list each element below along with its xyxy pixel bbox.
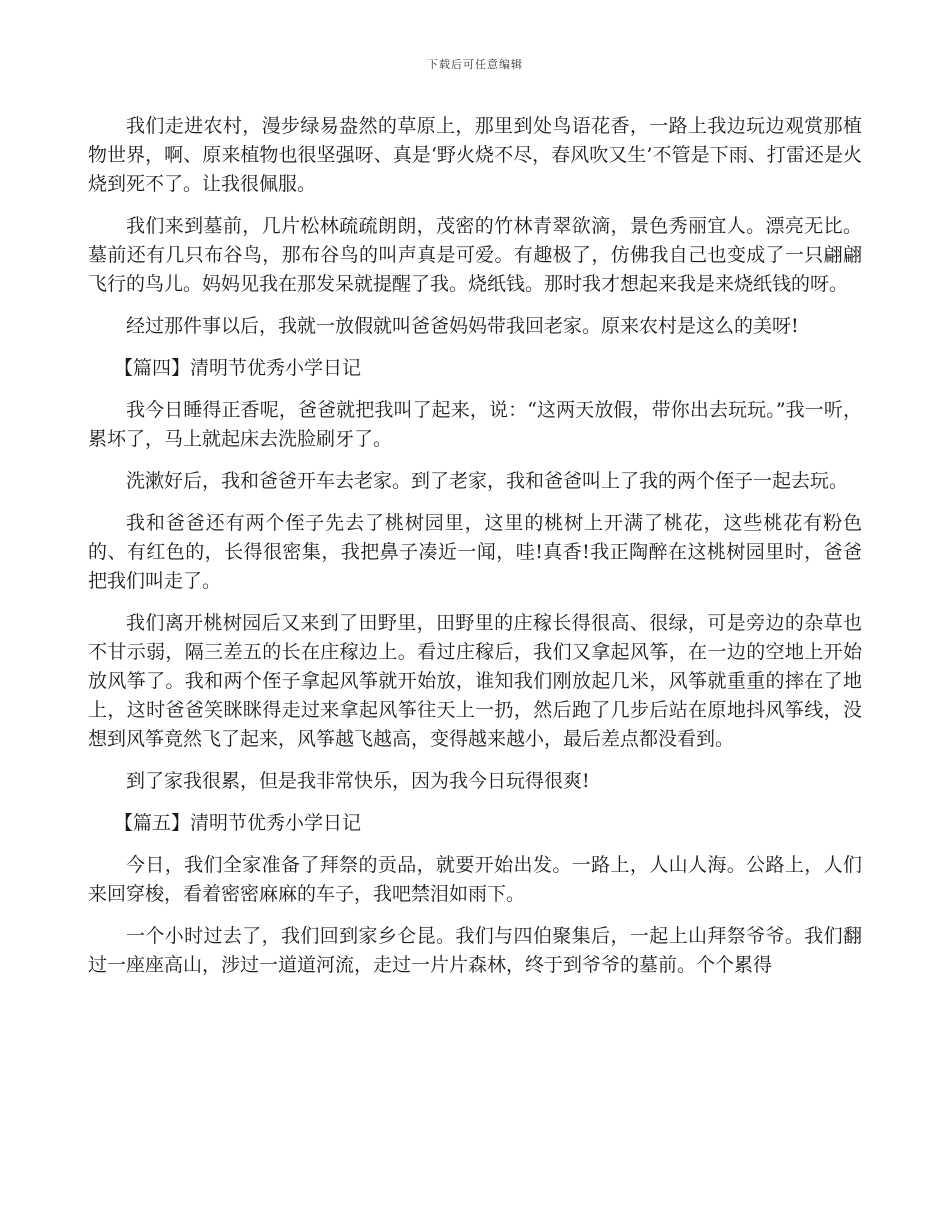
document-body [88, 112, 862, 993]
paragraph: 我今日睡得正香呢，爸爸就把我叫了起来，说：“这两天放假，带你出去玩玩。”我一听，累坏了，马上就起床去洗脸刷牙了。 [88, 399, 862, 450]
paragraph: 今日，我们全家准备了拜祭的贡品，就要开始出发。一路上，人山人海。公路上，人们来回穿梭，看着密密麻麻的车子，我吧禁泪如雨下。 [88, 854, 862, 905]
page-header: 下载后可任意编辑 [427, 58, 523, 71]
paragraph: 我和爸爸还有两个侄子先去了桃树园里，这里的桃树上开满了桃花，这些桃花有粉色的、有红色的，长得很密集，我把鼻子凑近一闻，哇!真香!我正陶醉在这桃树园里时，爸爸把我们叫走了。 [88, 512, 862, 592]
section-heading: 【篇五】清明节优秀小学日记 [114, 812, 362, 834]
paragraph: 我们离开桃树园后又来到了田野里，田野里的庄稼长得很高、很绿，可是旁边的杂草也不甘示弱，隔三差五的长在庄稼边上。看过庄稼后，我们又拿起风筝，在一边的空地上开始放风筝了。我和两个侄子拿起风筝就开始放，谁知我们刚放起几米，风筝就重重的摔在了地上，这时爸爸笑眯眯得走过来拿起风筝往天上一扔，然后跑了几步后站在原地抖风筝线，没想到风筝竟然飞了起来，风筝越飞越高，变得越来越小，最后差点都没看到。 [88, 612, 862, 750]
paragraph: 洗漱好后，我和爸爸开车去老家。到了老家，我和爸爸叫上了我的两个侄子一起去玩。 [126, 470, 849, 492]
paragraph: 经过那件事以后，我就一放假就叫爸爸妈妈带我回老家。原来农村是这么的美呀! [126, 315, 799, 337]
paragraph: 到了家我很累，但是我非常快乐，因为我今日玩得很爽! [126, 770, 590, 792]
paragraph: 一个小时过去了，我们回到家乡仑昆。我们与四伯聚集后，一起上山拜祭爷爷。我们翻过一座座高山，涉过一道道河流，走过一片片森林，终于到爷爷的墓前。个个累得 [88, 925, 862, 976]
paragraph: 我们来到墓前，几片松林疏疏朗朗，茂密的竹林青翠欲滴，景色秀丽宜人。漂亮无比。墓前还有几只布谷鸟，那布谷鸟的叫声真是可爱。有趣极了，仿佛我自己也变成了一只翩翩飞行的鸟儿。妈妈见我在那发呆就提醒了我。烧纸钱。那时我才想起来我是来烧纸钱的呀。 [88, 215, 862, 295]
section-heading: 【篇四】清明节优秀小学日记 [114, 357, 362, 379]
paragraph: 我们走进农村，漫步绿易盎然的草原上，那里到处鸟语花香，一路上我边玩边观赏那植物世界，啊、原来植物也很坚强呀、真是‘野火烧不尽，春风吹又生’不管是下雨、打雷还是火烧到死不了。让我很佩服。 [88, 115, 862, 195]
